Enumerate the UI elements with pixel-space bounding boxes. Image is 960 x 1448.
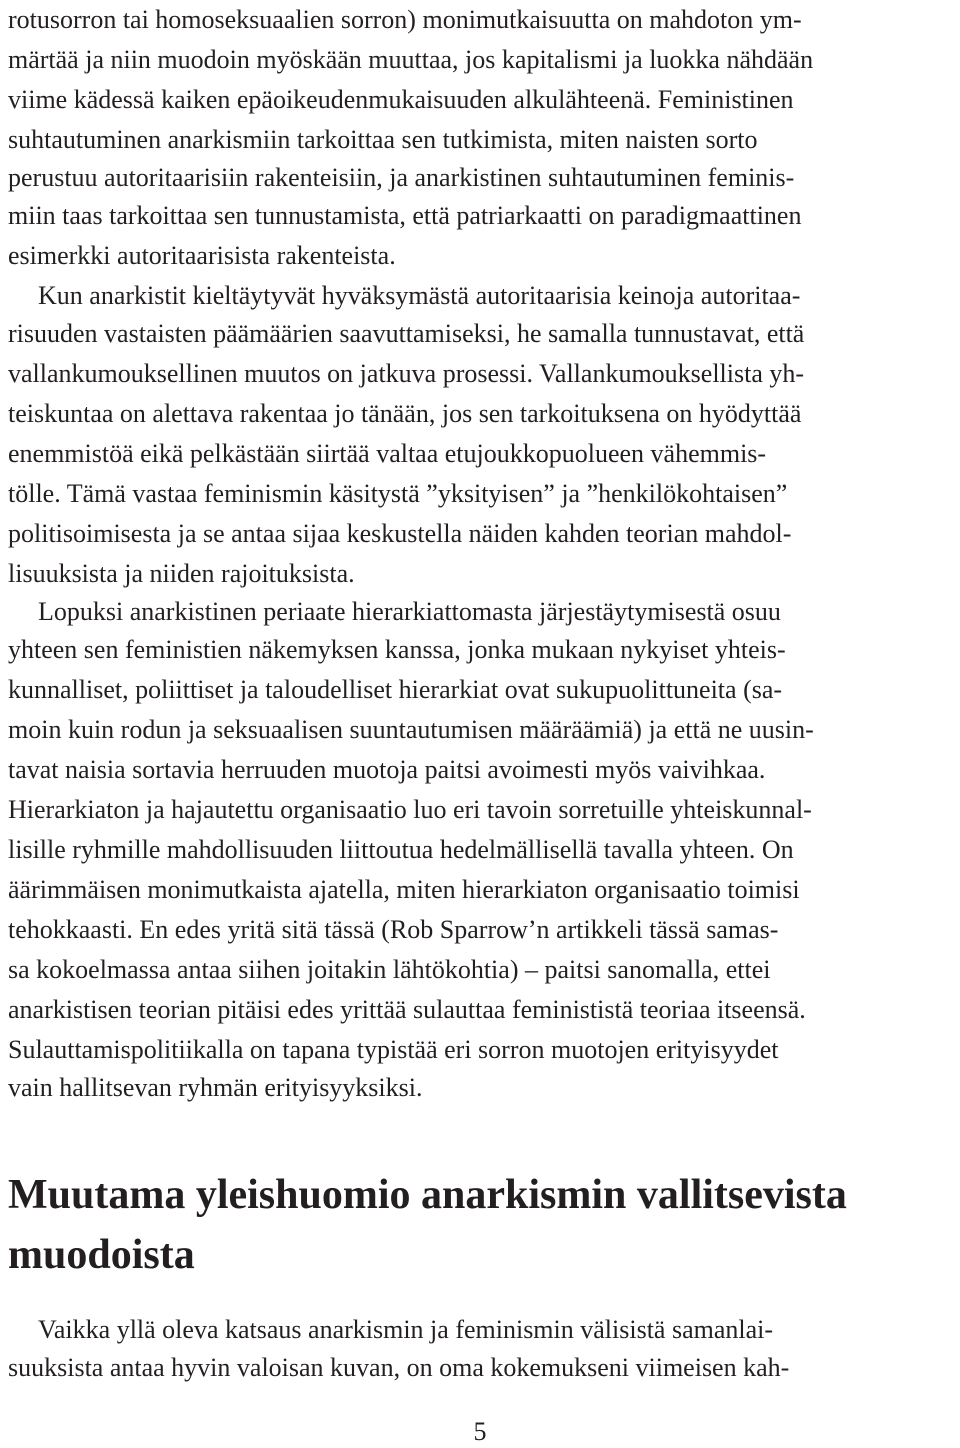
text-line: teiskuntaa on alettava rakentaa jo tänään, jos sen tarkoituksena on hyödyttää	[8, 399, 802, 428]
text-line: tavat naisia sortavia herruuden muotoja paitsi avoimesti myös vaivihkaa.	[8, 755, 766, 784]
text-line: Lopuksi anarkistinen periaate hierarkiattomasta järjestäytymisestä osuu	[38, 597, 781, 626]
heading-line: Muutama yleishuomio anarkismin vallitsevista	[8, 1172, 847, 1218]
text-line: lisuuksista ja niiden rajoituksista.	[8, 559, 355, 588]
text-line: viime kädessä kaiken epäoikeudenmukaisuuden alkulähteenä. Feministinen	[8, 85, 794, 114]
heading-line: muodoista	[8, 1232, 195, 1278]
text-line: enemmistöä eikä pelkästään siirtää valtaa etujoukkopuolueen vähemmis-	[8, 439, 767, 468]
text-line: vain hallitsevan ryhmän erityisyyksiksi.	[8, 1073, 423, 1102]
page-number: 5	[473, 1417, 487, 1446]
text-line: Kun anarkistit kieltäytyvät hyväksymästä autoritaarisia keinoja autoritaa-	[38, 281, 801, 310]
text-line: perustuu autoritaarisiin rakenteisiin, ja anarkistinen suhtautuminen feminis-	[8, 163, 795, 192]
text-line: risuuden vastaisten päämäärien saavuttamiseksi, he samalla tunnustavat, että	[8, 319, 805, 348]
text-line: sa kokoelmassa antaa siihen joitakin lähtökohtia) – paitsi sanomalla, ettei	[8, 955, 771, 984]
text-line: Vaikka yllä oleva katsaus anarkismin ja feminismin välisistä samanlai-	[38, 1315, 774, 1344]
text-line: vallankumouksellinen muutos on jatkuva prosessi. Vallankumouksellista yh-	[8, 359, 805, 388]
text-line: tölle. Tämä vastaa feminismin käsitystä ”yksityisen” ja ”henkilökohtaisen”	[8, 479, 788, 508]
text-line: tehokkaasti. En edes yritä sitä tässä (Rob Sparrow’n artikkeli tässä samas-	[8, 915, 779, 944]
text-line: Hierarkiaton ja hajautettu organisaatio luo eri tavoin sorretuille yhteiskunnal-	[8, 795, 812, 824]
text-line: moin kuin rodun ja seksuaalisen suuntautumisen määräämiä) ja että ne uusin-	[8, 715, 814, 744]
text-line: äärimmäisen monimutkaista ajatella, miten hierarkiaton organisaatio toimisi	[8, 875, 800, 904]
text-line: Sulauttamispolitiikalla on tapana typistää eri sorron muotojen erityisyydet	[8, 1035, 779, 1064]
text-line: miin taas tarkoittaa sen tunnustamista, että patriarkaatti on paradigmaattinen	[8, 201, 802, 230]
text-line: anarkistisen teorian pitäisi edes yrittää sulauttaa feminististä teoriaa itseensä.	[8, 995, 806, 1024]
text-line: lisille ryhmille mahdollisuuden liittoutua hedelmällisellä tavalla yhteen. On	[8, 835, 794, 864]
text-line: esimerkki autoritaarisista rakenteista.	[8, 241, 396, 270]
text-line: yhteen sen feministien näkemyksen kanssa, jonka mukaan nykyiset yhteis-	[8, 635, 786, 664]
text-line: suhtautuminen anarkismiin tarkoittaa sen tutkimista, miten naisten sorto	[8, 125, 758, 154]
text-line: rotusorron tai homoseksuaalien sorron) monimutkaisuutta on mahdoton ym-	[8, 5, 802, 34]
text-line: märtää ja niin muodoin myöskään muuttaa, jos kapitalismi ja luokka nähdään	[8, 45, 814, 74]
text-line: kunnalliset, poliittiset ja taloudelliset hierarkiat ovat sukupuolittuneita (sa-	[8, 675, 783, 704]
text-line: suuksista antaa hyvin valoisan kuvan, on oma kokemukseni viimeisen kah-	[8, 1353, 790, 1382]
text-line: politisoimisesta ja se antaa sijaa keskustella näiden kahden teorian mahdol-	[8, 519, 792, 548]
